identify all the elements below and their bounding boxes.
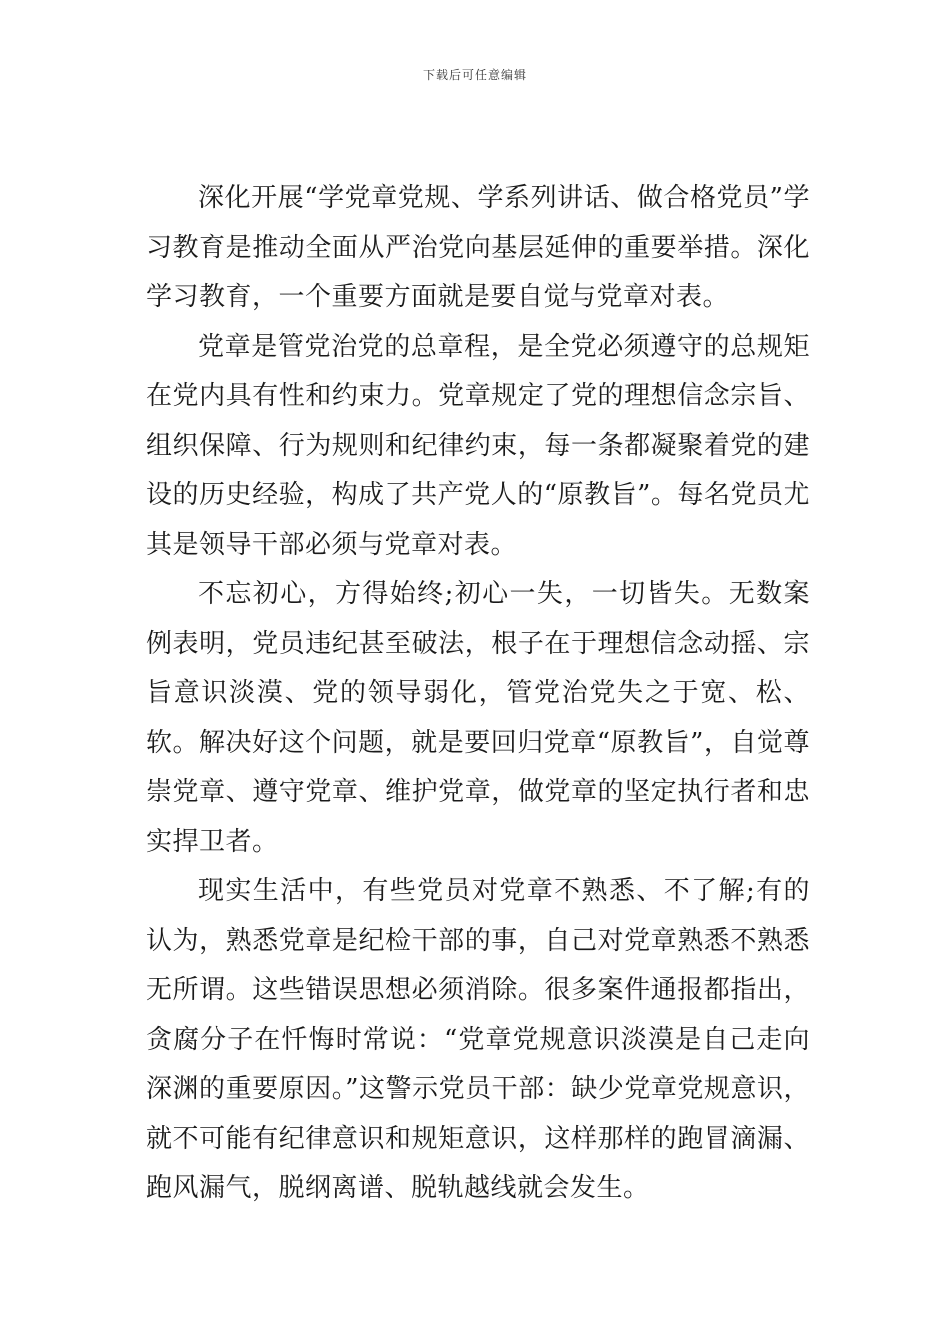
paragraph-2: 党章是管党治党的总章程，是全党必须遵守的总规矩在党内具有性和约束力。党章规定了党的理想信念宗旨、组织保障、行为规则和纪律约束，每一条都凝聚着党的建设的历史经验，构成了共产党人的“原教旨”。每名党员尤其是领导干部必须与党章对表。 <box>146 331 810 560</box>
document-body <box>146 174 810 1214</box>
paragraph-1: 深化开展“学党章党规、学系列讲话、做合格党员”学习教育是推动全面从严治党向基层延伸的重要举措。深化学习教育，一个重要方面就是要自觉与党章对表。 <box>146 183 810 312</box>
paragraph-4: 现实生活中，有些党员对党章不熟悉、不了解;有的认为，熟悉党章是纪检干部的事，自己对党章熟悉不熟悉无所谓。这些错误思想必须消除。很多案件通报都指出，贪腐分子在忏悔时常说：“党章党规意识淡漠是自己走向深渊的重要原因。”这警示党员干部：缺少党章党规意识，就不可能有纪律意识和规矩意识，这样那样的跑冒滴漏、跑风漏气，脱纲离谱、脱轨越线就会发生。 <box>146 876 810 1203</box>
paragraph-3: 不忘初心，方得始终;初心一失，一切皆失。无数案例表明，党员违纪甚至破法，根子在于理想信念动摇、宗旨意识淡漠、党的领导弱化，管党治党失之于宽、松、软。解决好这个问题，就是要回归党章“原教旨”，自觉尊崇党章、遵守党章、维护党章，做党章的坚定执行者和忠实捍卫者。 <box>146 579 810 857</box>
header-note: 下载后可任意编辑 <box>422 68 527 82</box>
